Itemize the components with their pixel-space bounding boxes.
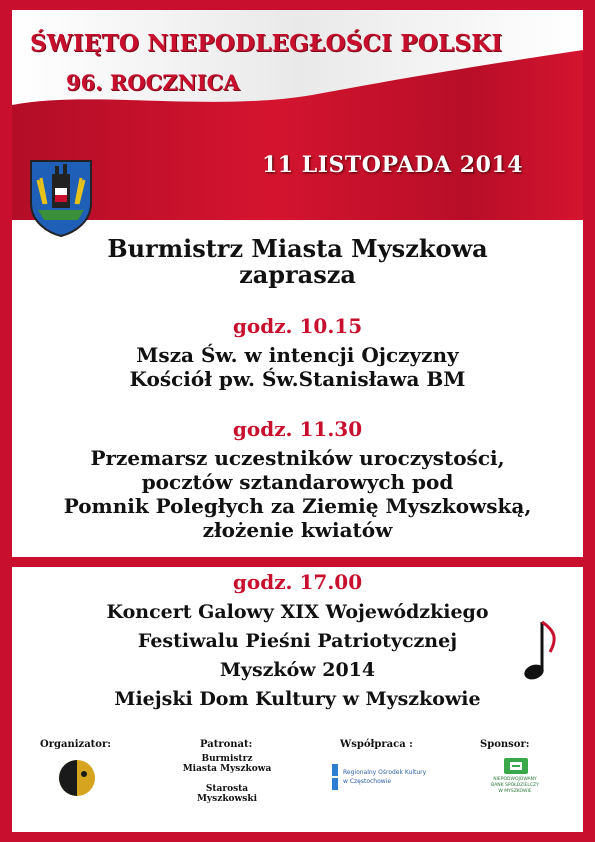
patron-mayor-line-1: Burmistrz (201, 754, 253, 764)
event-3-line-3: Myszków 2014 (219, 659, 376, 681)
sponsor-label: Sponsor: (480, 739, 530, 750)
event-date: 11 LISTOPADA 2014 (262, 152, 524, 178)
event-1-line-1: Msza Św. w intencji Ojczyzny (136, 343, 459, 367)
event-2-line-3: Pomnik Poległych za Ziemię Myszkowską, (63, 494, 532, 518)
section-divider (12, 557, 583, 567)
cooperation-partner (343, 768, 426, 786)
rok-logo-icon (330, 762, 340, 792)
cooperation-label: Współpraca : (340, 739, 413, 750)
invitation-heading (12, 236, 583, 288)
patron-starost-line-2: Myszkowski (196, 794, 258, 804)
patron-starost-line-1: Starosta (205, 784, 249, 794)
event-2-time: godz. 11.30 (232, 417, 363, 441)
cooperation-line-1: Regionalny Ośrodek Kultury (343, 769, 427, 776)
poster-inner (12, 10, 583, 832)
sponsor-line-1: NIEPODWOJOWANY (493, 777, 537, 782)
organizer-label: Organizator: (40, 739, 111, 750)
patron-label: Patronat: (200, 739, 253, 750)
sponsor-name (474, 777, 556, 795)
event-1-time: godz. 10.15 (232, 314, 363, 338)
event-2-line-2: pocztów sztandarowych pod (141, 470, 454, 494)
organizer-logo-icon (56, 758, 98, 798)
music-note-icon (520, 618, 560, 688)
event-3-line-4: Miejski Dom Kultury w Myszkowie (114, 688, 481, 710)
event-3-details (12, 598, 583, 714)
event-title: ŚWIĘTO NIEPODLEGŁOŚCI POLSKI (30, 30, 503, 57)
event-2-line-1: Przemarsz uczestników uroczystości, (90, 446, 505, 470)
event-1-line-2: Kościół pw. Św.Stanisława BM (129, 367, 466, 391)
event-2-line-4: złożenie kwiatów (202, 518, 393, 542)
bank-logo-icon (502, 756, 530, 776)
sponsor-line-2: BANK SPÓŁDZIELCZY (491, 783, 539, 788)
event-2-details (12, 446, 583, 542)
patron-starost (162, 784, 292, 804)
patron-mayor-line-2: Miasta Myszkowa (182, 764, 272, 774)
anniversary-subtitle: 96. ROCZNICA (66, 70, 240, 95)
event-3-line-1: Koncert Galowy XIX Wojewódzkiego (106, 601, 489, 623)
invitation-line-2: zaprasza (239, 260, 356, 289)
event-3-time: godz. 17.00 (232, 570, 363, 594)
sponsor-line-3: W MYSZKOWIE (498, 789, 532, 794)
patron-mayor (162, 754, 292, 774)
event-3-line-2: Festiwalu Pieśni Patriotycznej (137, 630, 458, 652)
invitation-line-1: Burmistrz Miasta Myszkowa (107, 234, 488, 263)
myszkow-coat-of-arms-icon (28, 158, 94, 238)
cooperation-line-2: w Częstochowie (343, 778, 392, 785)
event-1-details (12, 343, 583, 391)
